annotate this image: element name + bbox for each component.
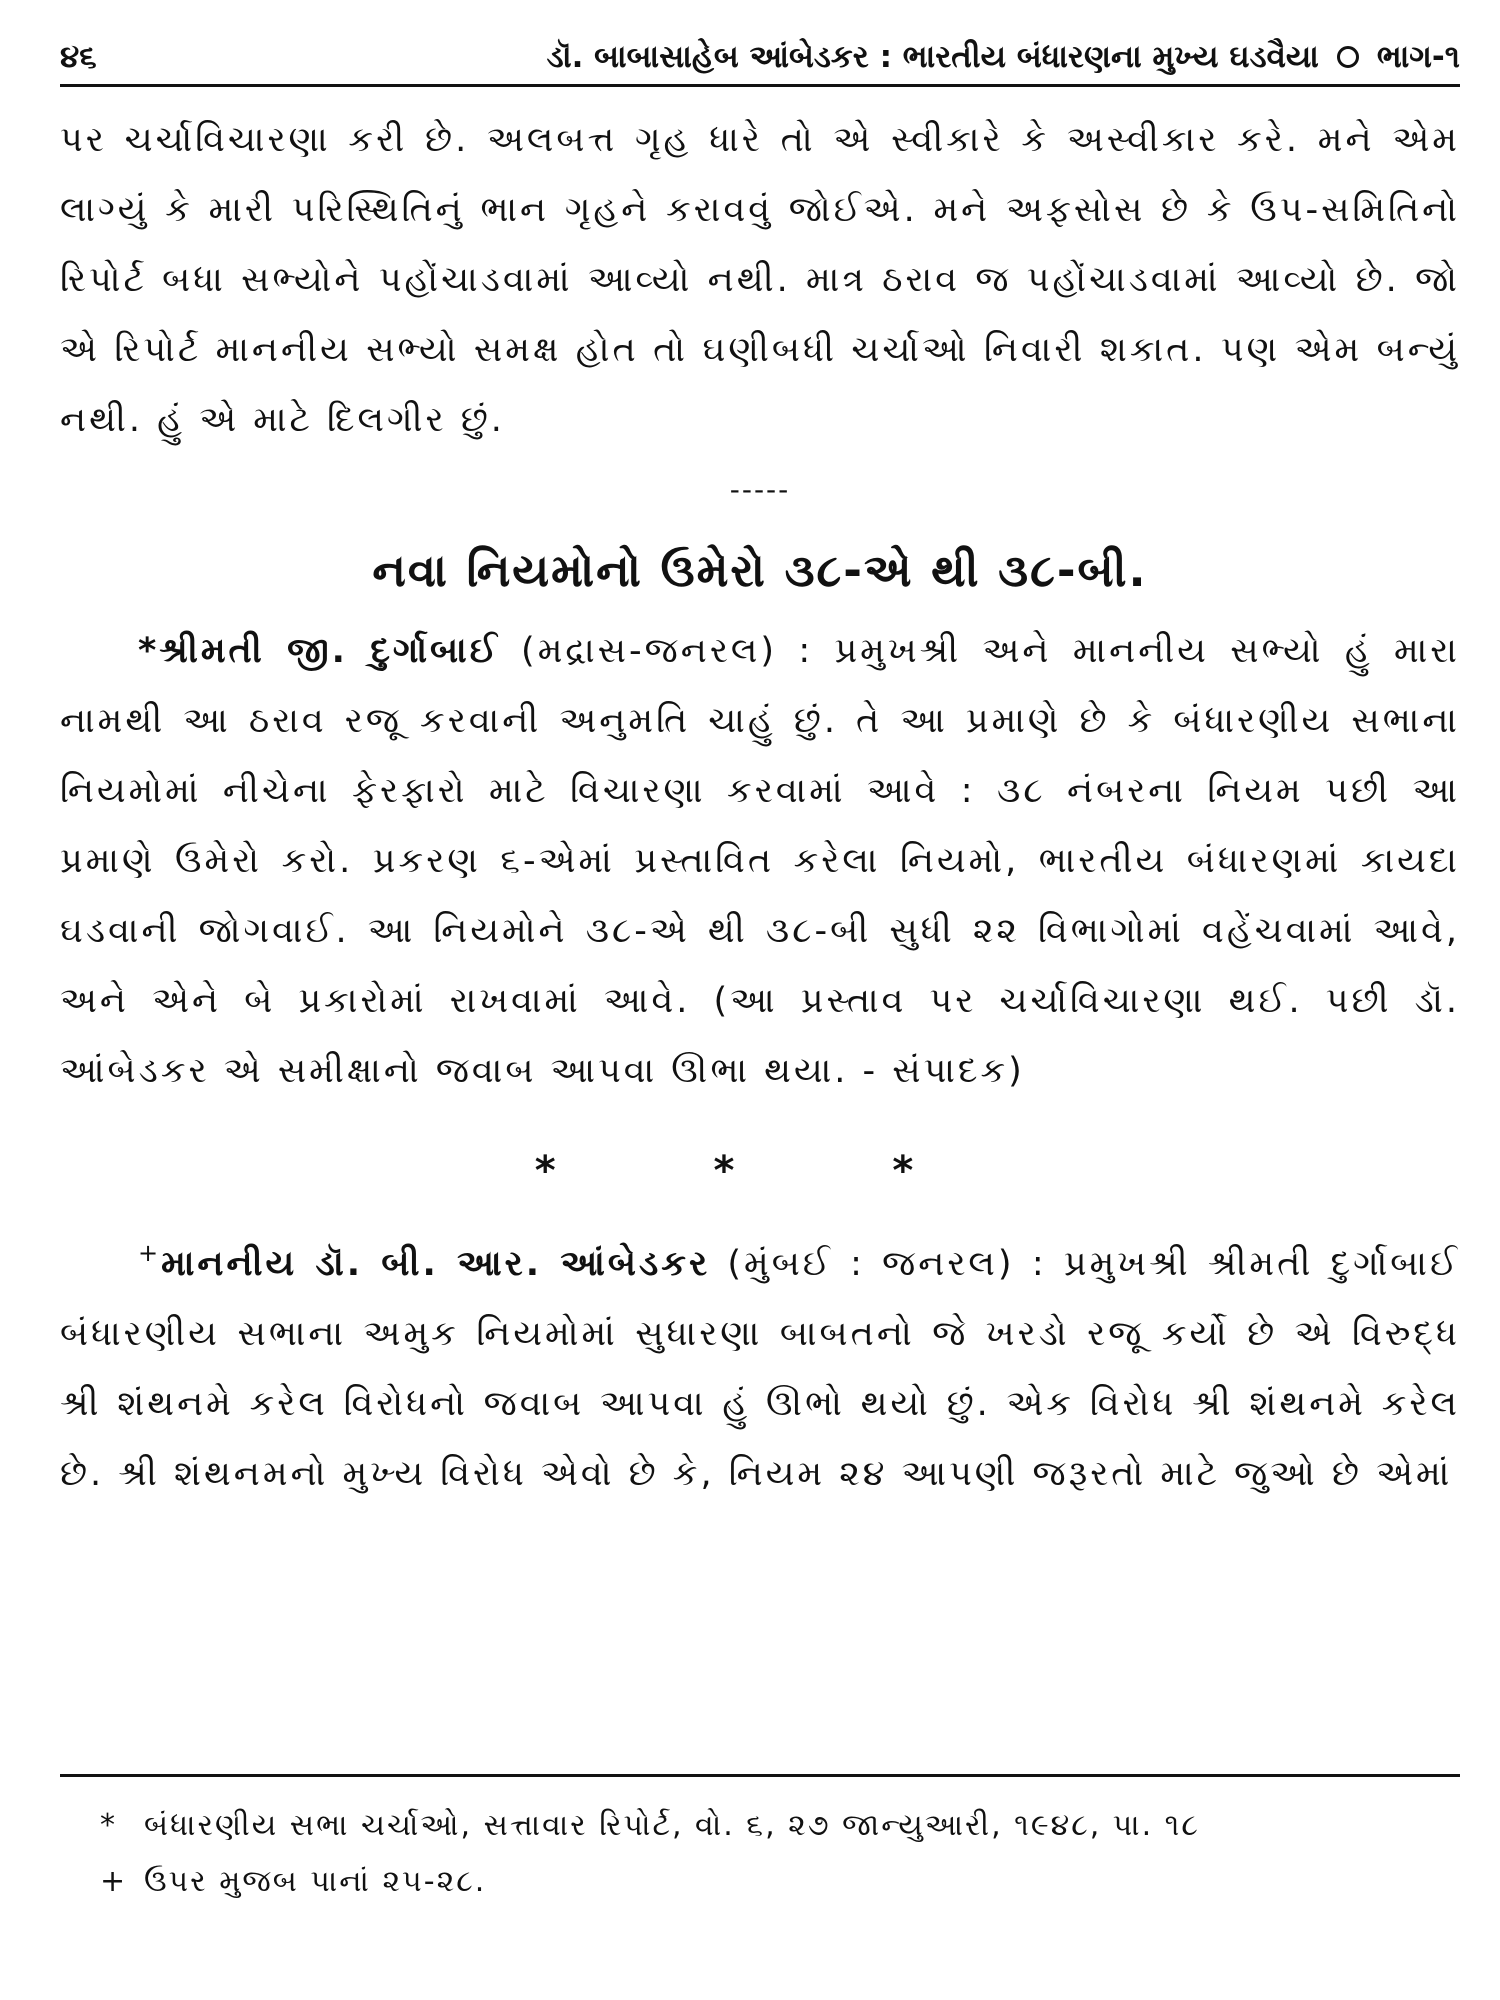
circle-separator-icon: [1337, 46, 1359, 68]
footnote-text: ઉપર મુજબ પાનાં ૨૫-૨૮.: [144, 1864, 487, 1899]
header-title-group: [547, 39, 1460, 76]
footnote: [100, 1798, 1460, 1854]
header-part: ભાગ-૧: [1376, 38, 1460, 75]
speaker-name: *શ્રીમતી જી. દુર્ગાબાઈ: [138, 631, 500, 671]
speech-ambedkar: [60, 1218, 1460, 1509]
speech-durgabai: [60, 616, 1460, 1106]
book-page: [60, 30, 1460, 1970]
section-break-asterisks: * * *: [534, 1148, 986, 1194]
footnote: [100, 1854, 1460, 1910]
footnote-marker: +: [138, 1239, 162, 1267]
section-heading: નવા નિયમોનો ઉમેરો ૩૮-એ થી ૩૮-બી.: [372, 544, 1148, 597]
footnote-marker: *: [100, 1808, 117, 1843]
speech-text: (મદ્રાસ-જનરલ) : પ્રમુખશ્રી અને માનનીય સભ્યો હું મારા નામથી આ ઠરાવ રજૂ કરવાની અનુમતિ ચાહું છું. તે આ પ્રમાણે છે કે બંધારણીય સભાના નિયમોમાં નીચેના ફેરફારો માટે વિચારણા કરવામાં આવે : ૩૮ નંબરના નિયમ પછી આ પ્રમાણે ઉમેરો કરો. પ્રકરણ ૬-એમાં પ્રસ્તાવિત કરેલા નિયમો, ભારતીય બંધારણમાં કાયદા ઘડવાની જોગવાઈ. આ નિયમોને ૩૮-એ થી ૩૮-બી સુધી ૨૨ વિભાગોમાં વહેંચવામાં આવે, અને એને બે પ્રકારોમાં રાખવામાં આવે. (આ પ્રસ્તાવ પર ચર્ચાવિચારણા થઈ. પછી ડૉ. આંબેડકર એ સમીક્ષાનો જવાબ આપવા ઊભા થયા. - સંપાદક): [60, 631, 1460, 1091]
speaker-name: માનનીય ડૉ. બી. આર. આંબેડકર: [161, 1244, 711, 1284]
page-number: ૪૬: [60, 38, 97, 75]
footnotes: [100, 1798, 1460, 1910]
footnote-marker: +: [100, 1864, 128, 1899]
footnote-text: બંધારણીય સભા ચર્ચાઓ, સત્તાવાર રિપોર્ટ, વો. ૬, ૨૭ જાન્યુઆરી, ૧૯૪૮, પા. ૧૮: [144, 1808, 1200, 1843]
header-title: ડૉ. બાબાસાહેબ આંબેડકર : ભારતીય બંધારણના મુખ્ય ઘડવૈયા: [546, 38, 1319, 75]
footnote-rule: [60, 1774, 1460, 1777]
continued-paragraph: પર ચર્ચાવિચારણા કરી છે. અલબત્ત ગૃહ ધારે તો એ સ્વીકારે કે અસ્વીકાર કરે. મને એમ લાગ્યું કે મારી પરિસ્થિતિનું ભાન ગૃહને કરાવવું જોઈએ. મને અફસોસ છે કે ઉપ-સમિતિનો રિપોર્ટ બધા સભ્યોને પહોંચાડવામાં આવ્યો નથી. માત્ર ઠરાવ જ પહોંચાડવામાં આવ્યો છે. જો એ રિપોર્ટ માનનીય સભ્યો સમક્ષ હોત તો ઘણીબધી ચર્ચાઓ નિવારી શકાત. પણ એમ બન્યું નથી. હું એ માટે દિલગીર છું.: [60, 120, 1460, 440]
dash-separator: -----: [729, 473, 791, 506]
speech-text: (મુંબઈ : જનરલ) : પ્રમુખશ્રી શ્રીમતી દુર્ગાબાઈ બંધારણીય સભાના અમુક નિયમોમાં સુધારણા બાબતનો જે ખરડો રજૂ કર્યો છે એ વિરુદ્ધ શ્રી શંથનમે કરેલ વિરોધનો જવાબ આપવા હું ઊભો થયો છું. એક વિરોધ શ્રી શંથનમે કરેલ છે. શ્રી શંથનમનો મુખ્ય વિરોધ એવો છે કે, નિયમ ૨૪ આપણી જરૂરતો માટે જુઓ છે એમાં: [60, 1244, 1461, 1494]
running-header: [60, 30, 1460, 87]
